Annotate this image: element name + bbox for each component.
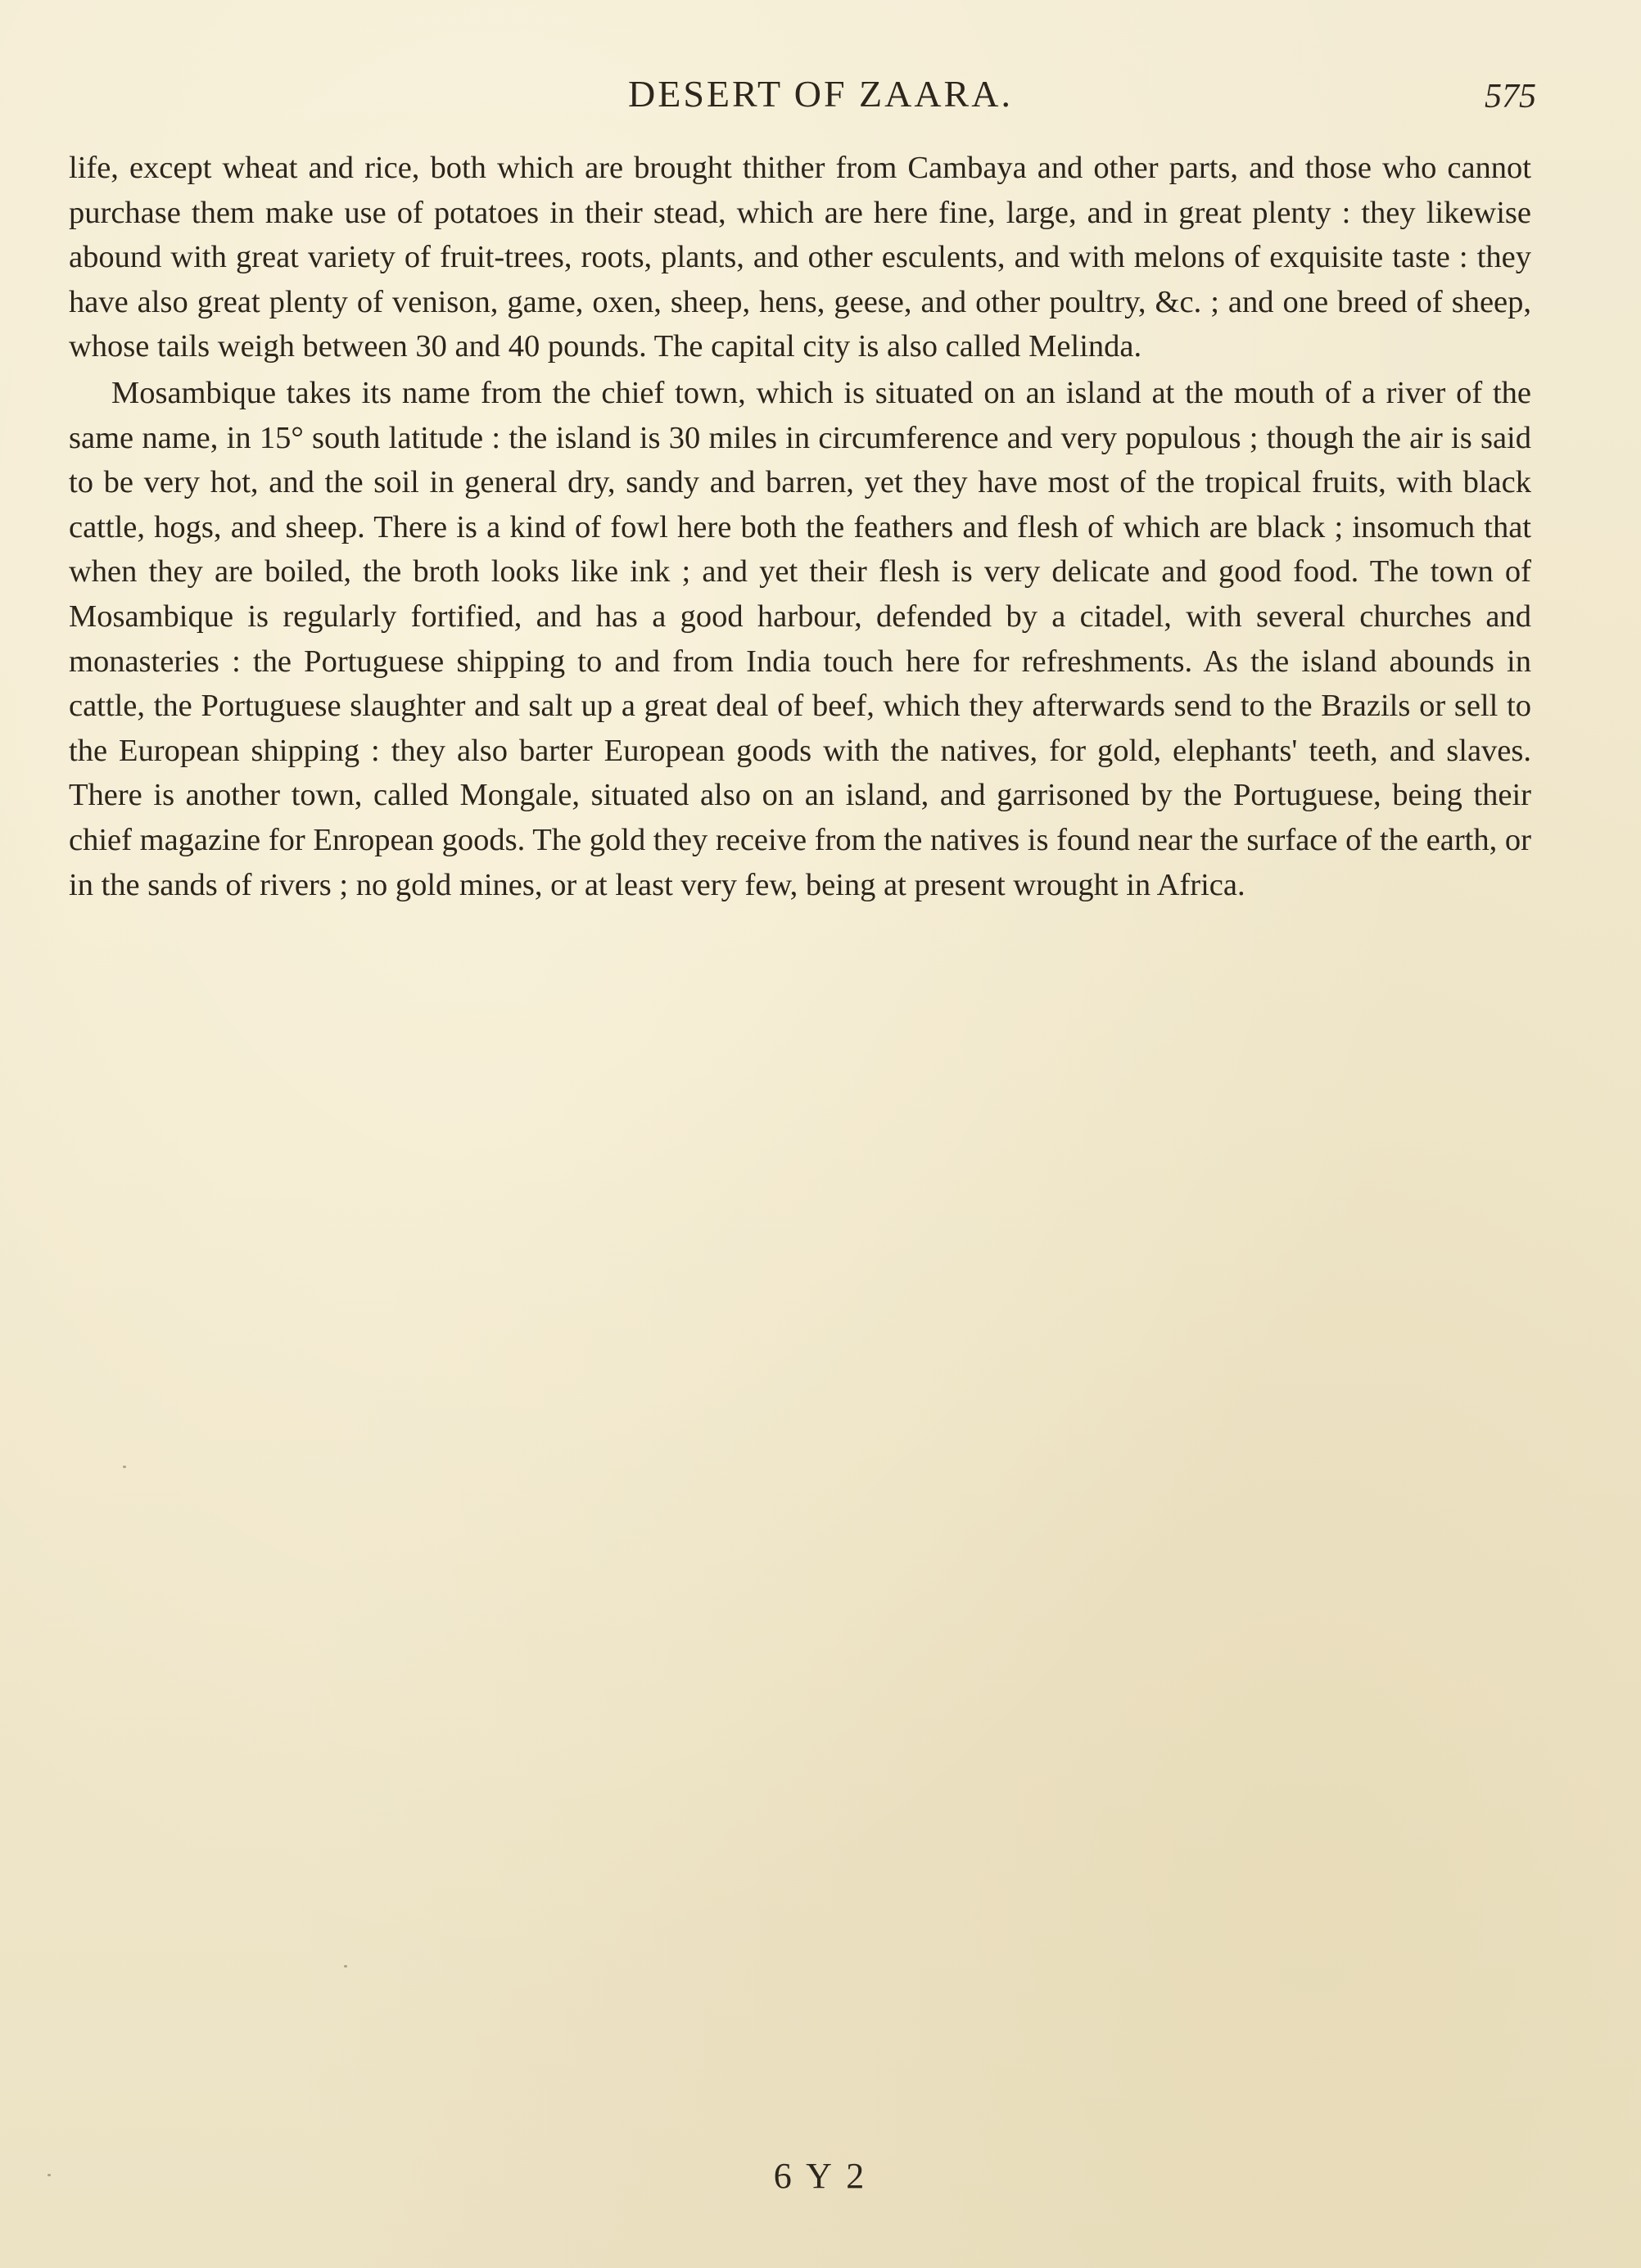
body-text (69, 146, 1531, 907)
paragraph-melinda: life, except wheat and rice, both which are brought thither from Cambaya and other parts, and those who cannot purchase them make use of potatoes in their stead, which are here fine, large, and in great plenty : they likewise abound with great variety of fruit-trees, roots, plants, and other esculents, and with melons of exquisite taste : they have also great plenty of venison, game, oxen, sheep, hens, geese, and other poultry, &c. ; and one breed of sheep, whose tails weigh between 30 and 40 pounds. The capital city is also called Melinda. (69, 151, 1531, 364)
paper-speck (868, 835, 871, 838)
paper-speck (123, 1466, 126, 1468)
paper-speck (344, 1965, 347, 1968)
signature-mark: 6 Y 2 (773, 2156, 868, 2196)
page-number: 575 (1485, 78, 1536, 115)
running-head (0, 72, 1641, 121)
running-title: DESERT OF ZAARA. (628, 73, 1013, 115)
paper-speck (47, 2174, 51, 2176)
paragraph-mosambique: Mosambique takes its name from the chief town, which is situated on an island at the mouth of a river of the same name, in 15° south latitude : the island is 30 miles in circumference and very populous ; though the air is said to be very hot, and the soil in general dry, sandy and barren, yet they have most of the tropical fruits, with black cattle, hogs, and sheep. There is a kind of fowl here both the feathers and flesh of which are black ; insomuch that when they are boiled, the broth looks like ink ; and yet their flesh is very delicate and good food. The town of Mosambique is regularly fortified, and has a good harbour, defended by a citadel, with several churches and monasteries : the Portuguese shipping to and from India touch here for refreshments. As the island abounds in cattle, the Portuguese slaughter and salt up a great deal of beef, which they afterwards send to the Brazils or sell to the European shipping : they also barter European goods with the natives, for gold, elephants' teeth, and slaves. There is another town, called Mongale, situated also on an island, and garrisoned by the Portuguese, being their chief magazine for Enropean goods. The gold they receive from the natives is found near the surface of the earth, or in the sands of rivers ; no gold mines, or at least very few, being at present wrought in Africa. (69, 375, 1531, 902)
